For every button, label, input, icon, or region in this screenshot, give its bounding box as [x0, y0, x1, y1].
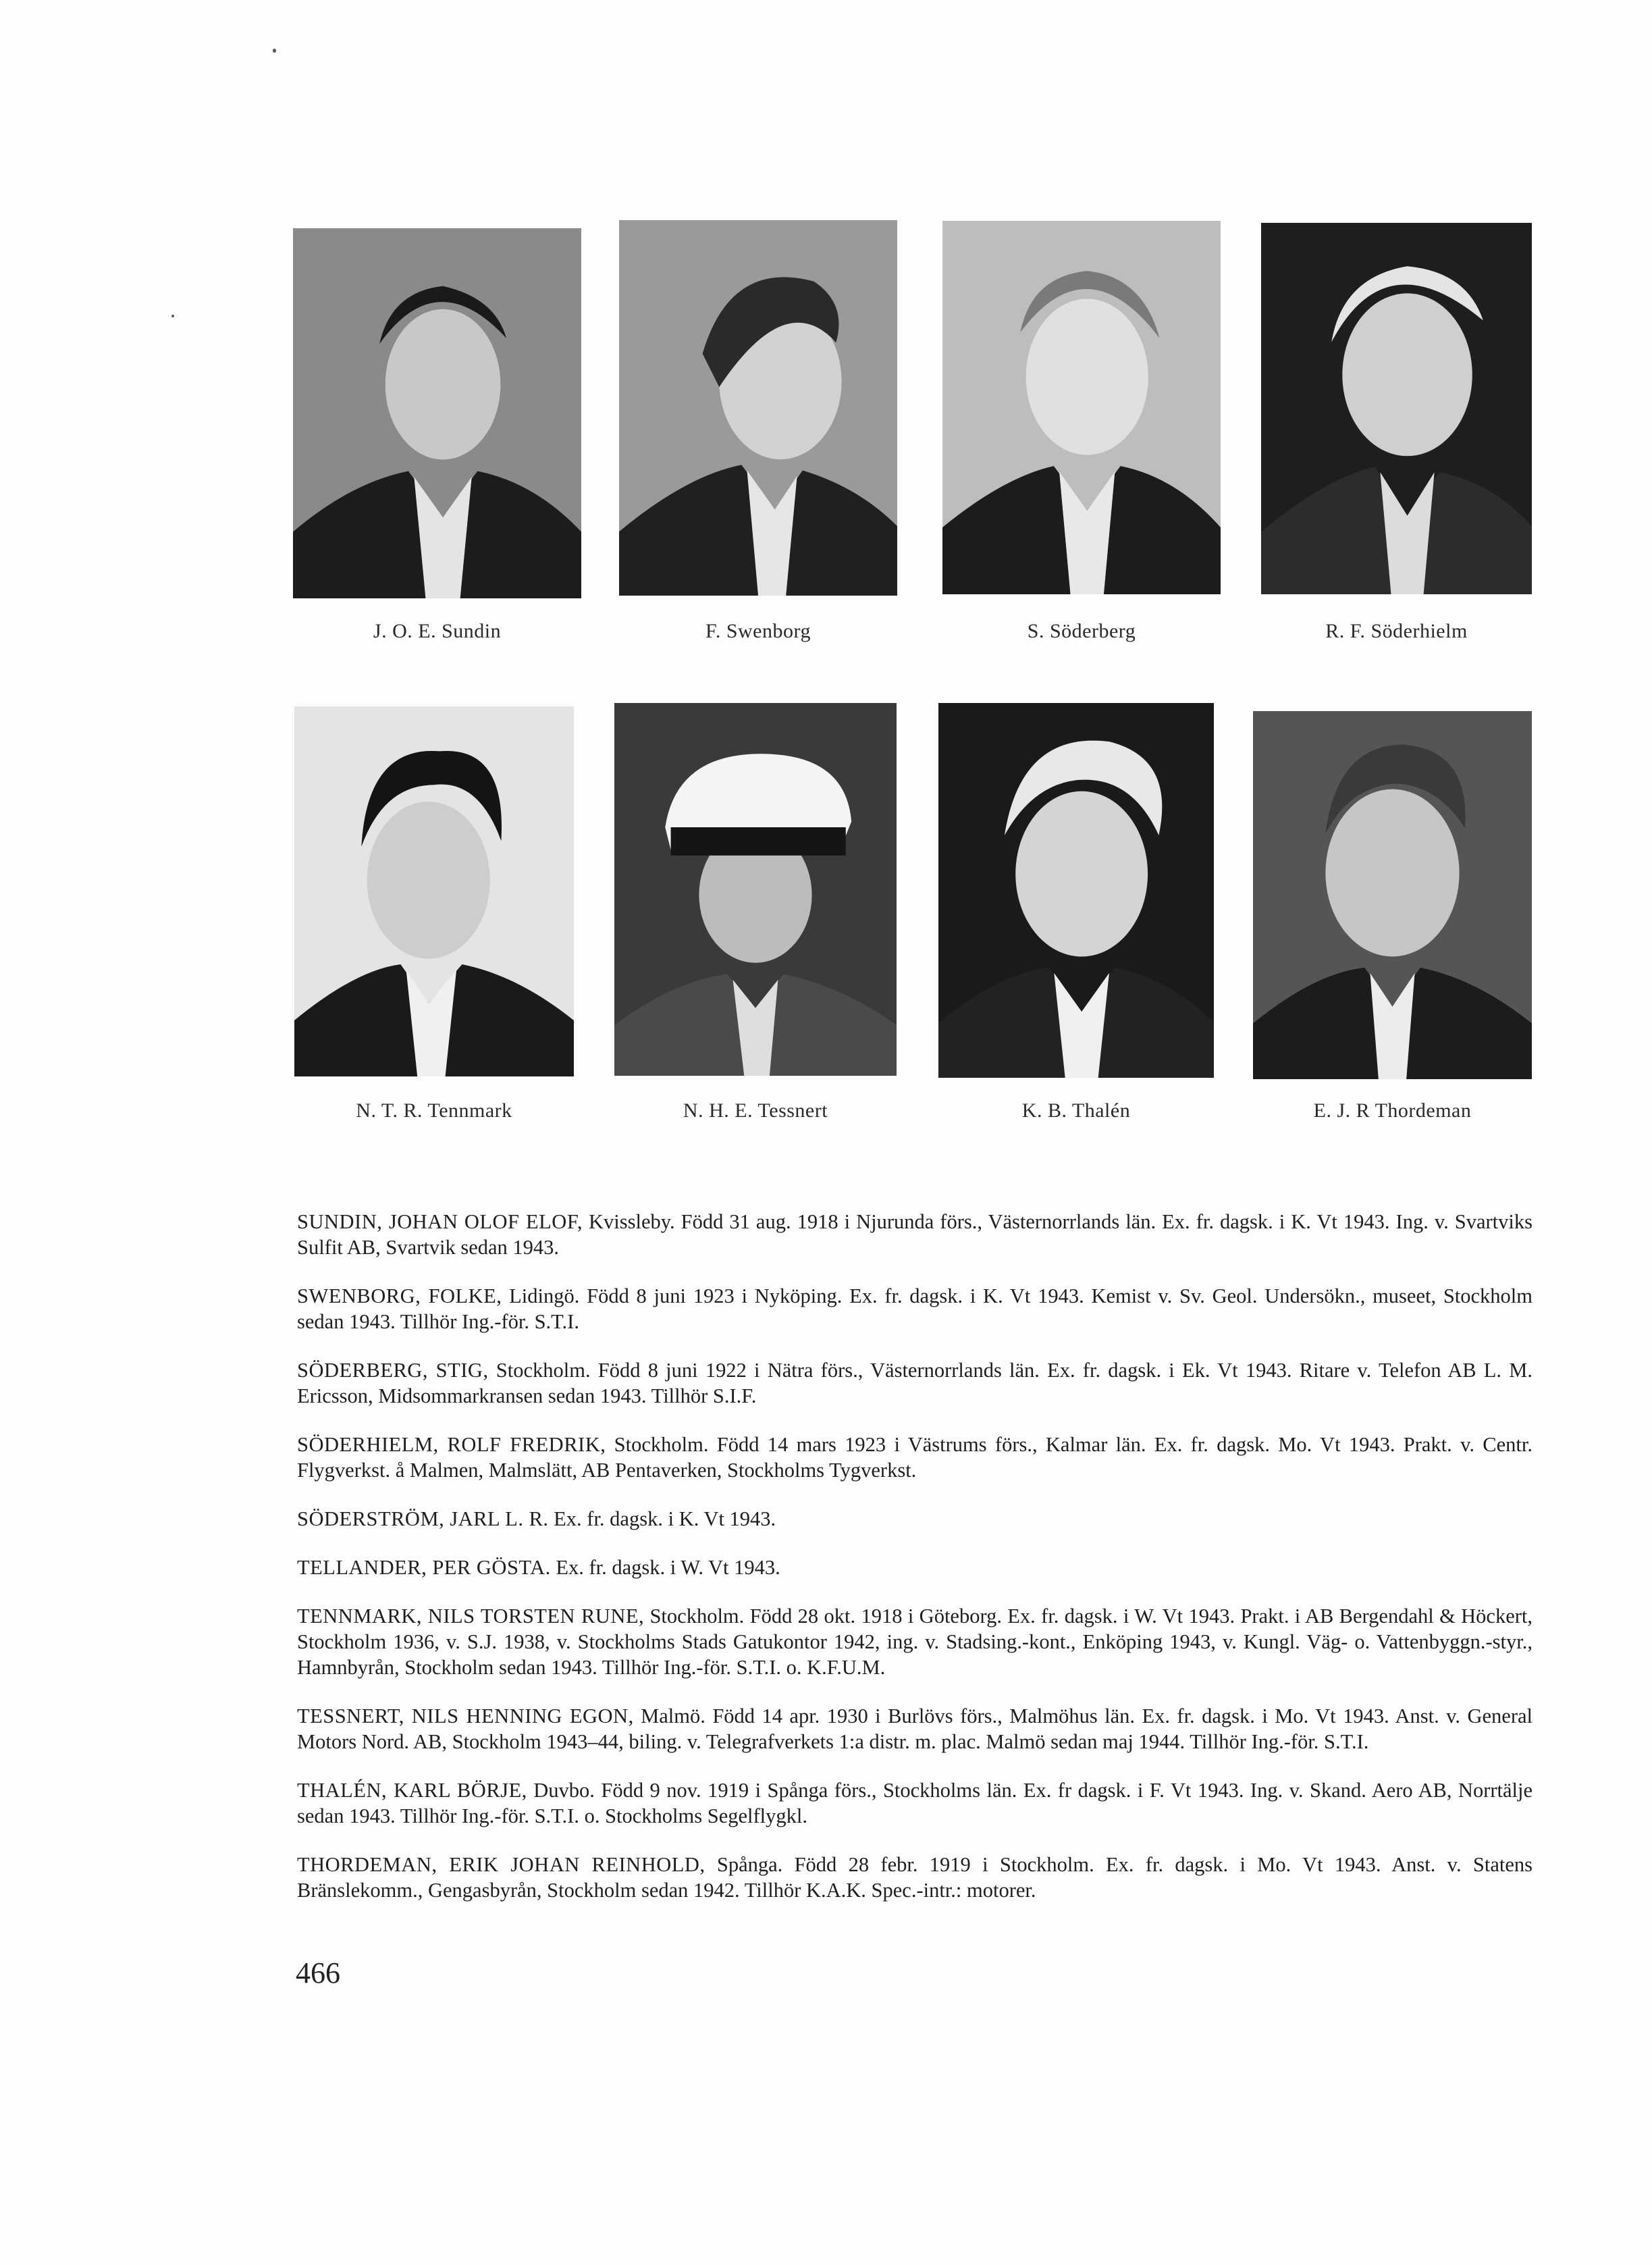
biography-entry	[297, 1432, 1533, 1483]
biography-entry	[297, 1555, 1533, 1580]
biography-entry	[297, 1283, 1533, 1334]
biography-entry	[297, 1703, 1533, 1754]
entry-text: Ex. fr. dagsk. i W. Vt 1943.	[550, 1556, 780, 1579]
portrait-caption: F. Swenborg	[705, 620, 811, 642]
entry-name: TELLANDER, PER GÖSTA.	[297, 1556, 551, 1579]
entry-name: SWENBORG, FOLKE,	[297, 1284, 502, 1307]
biography-entry	[297, 1209, 1533, 1260]
portrait-caption: K. B. Thalén	[1021, 1099, 1131, 1122]
biography-entry	[297, 1852, 1533, 1903]
entry-text: Spånga. Född 28 febr. 1919 i Stockholm. Ex. fr. dagsk. i Mo. Vt 1943. Anst. v. Statens Bränslekomm., Gengasbyrån, Stockholm sedan 1942. Tillhör K.A.K. Spec.-intr.: motorer.	[297, 1853, 1533, 1902]
portrait-caption: N. H. E. Tessnert	[683, 1099, 828, 1122]
biography-entry	[297, 1777, 1533, 1829]
entry-name: SUNDIN, JOHAN OLOF ELOF,	[297, 1210, 583, 1233]
biography-list	[297, 1209, 1533, 1926]
entry-text: Duvbo. Född 9 nov. 1919 i Spånga förs., Stockholms län. Ex. fr dagsk. i F. Vt 1943. Ing. v. Skand. Aero AB, Norrtälje sedan 1943. Tillhör Ing.-för. S.T.I. o. Stockholms Segelflygkl.	[297, 1779, 1533, 1827]
entry-text: Stockholm. Född 28 okt. 1918 i Göteborg. Ex. fr. dagsk. i W. Vt 1943. Prakt. i AB Bergendahl & Höckert, Stockholm 1936, v. S.J. 1938, v. Stockholms Stads Gatukontor 1942, ing. v. Stadsing.-kont., Enköping 1943, v. Kungl. Väg- o. Vattenbyggn.-styr., Hamnbyrån, Stockholm sedan 1943. Tillhör Ing.-för. S.T.I. o. K.F.U.M.	[297, 1605, 1533, 1679]
entry-name: THALÉN, KARL BÖRJE,	[297, 1779, 527, 1802]
entry-name: TESSNERT, NILS HENNING EGON,	[297, 1704, 634, 1727]
entry-text: Ex. fr. dagsk. i K. Vt 1943.	[548, 1507, 776, 1530]
portrait-photo	[619, 220, 897, 596]
entry-name: SÖDERSTRÖM, JARL L. R.	[297, 1507, 549, 1530]
speck	[273, 49, 276, 53]
entry-text: Stockholm. Född 8 juni 1922 i Nätra förs., Västernorrlands län. Ex. fr. dagsk. i Ek. Vt 1943. Ritare v. Telefon AB L. M. Ericsson, Midsommarkransen sedan 1943. Tillhör S.I.F.	[297, 1359, 1533, 1407]
entry-text: Malmö. Född 14 apr. 1930 i Burlövs förs., Malmöhus län. Ex. fr. dagsk. i Mo. Vt 1943. Anst. v. General Motors Nord. AB, Stockholm 1943–44, biling. v. Telegrafverkets 1:a distr. m. plac. Malmö sedan maj 1944. Tillhör Ing.-för. S.T.I.	[297, 1704, 1533, 1753]
entry-text: Lidingö. Född 8 juni 1923 i Nyköping. Ex. fr. dagsk. i K. Vt 1943. Kemist v. Sv. Geol. Undersökn., museet, Stockholm sedan 1943. Tillhör Ing.-för. S.T.I.	[297, 1284, 1533, 1333]
portrait-photo	[938, 703, 1214, 1078]
portrait-caption: R. F. Söderhielm	[1325, 620, 1468, 642]
entry-text: Stockholm. Född 14 mars 1923 i Västrums förs., Kalmar län. Ex. fr. dagsk. Mo. Vt 1943. Prakt. v. Centr. Flygverkst. å Malmen, Malmslätt, AB Pentaverken, Stockholms Tygverkst.	[297, 1433, 1533, 1482]
biography-entry	[297, 1506, 1533, 1532]
speck	[171, 315, 174, 317]
entry-name: THORDEMAN, ERIK JOHAN REINHOLD,	[297, 1853, 705, 1876]
portrait-caption: E. J. R Thordeman	[1313, 1099, 1472, 1122]
portrait-photo	[614, 703, 897, 1076]
entry-name: SÖDERBERG, STIG,	[297, 1359, 489, 1382]
entry-name: SÖDERHIELM, ROLF FREDRIK,	[297, 1433, 606, 1456]
portrait-caption: N. T. R. Tennmark	[356, 1099, 512, 1122]
biography-entry	[297, 1357, 1533, 1409]
portrait-caption: J. O. E. Sundin	[373, 620, 502, 642]
entry-text: Kvissleby. Född 31 aug. 1918 i Njurunda förs., Västernorrlands län. Ex. fr. dagsk. i K. Vt 1943. Ing. v. Svartviks Sulfit AB, Svartvik sedan 1943.	[297, 1210, 1533, 1259]
portrait-caption: S. Söderberg	[1027, 620, 1136, 642]
portrait-photo	[1253, 711, 1532, 1079]
portrait-photo	[942, 221, 1221, 594]
portrait-photo	[1261, 223, 1532, 594]
page-number: 466	[296, 1956, 340, 1989]
portrait-photo	[294, 706, 574, 1076]
portrait-photo	[293, 228, 581, 598]
entry-name: TENNMARK, NILS TORSTEN RUNE,	[297, 1605, 645, 1628]
biography-entry	[297, 1603, 1533, 1680]
